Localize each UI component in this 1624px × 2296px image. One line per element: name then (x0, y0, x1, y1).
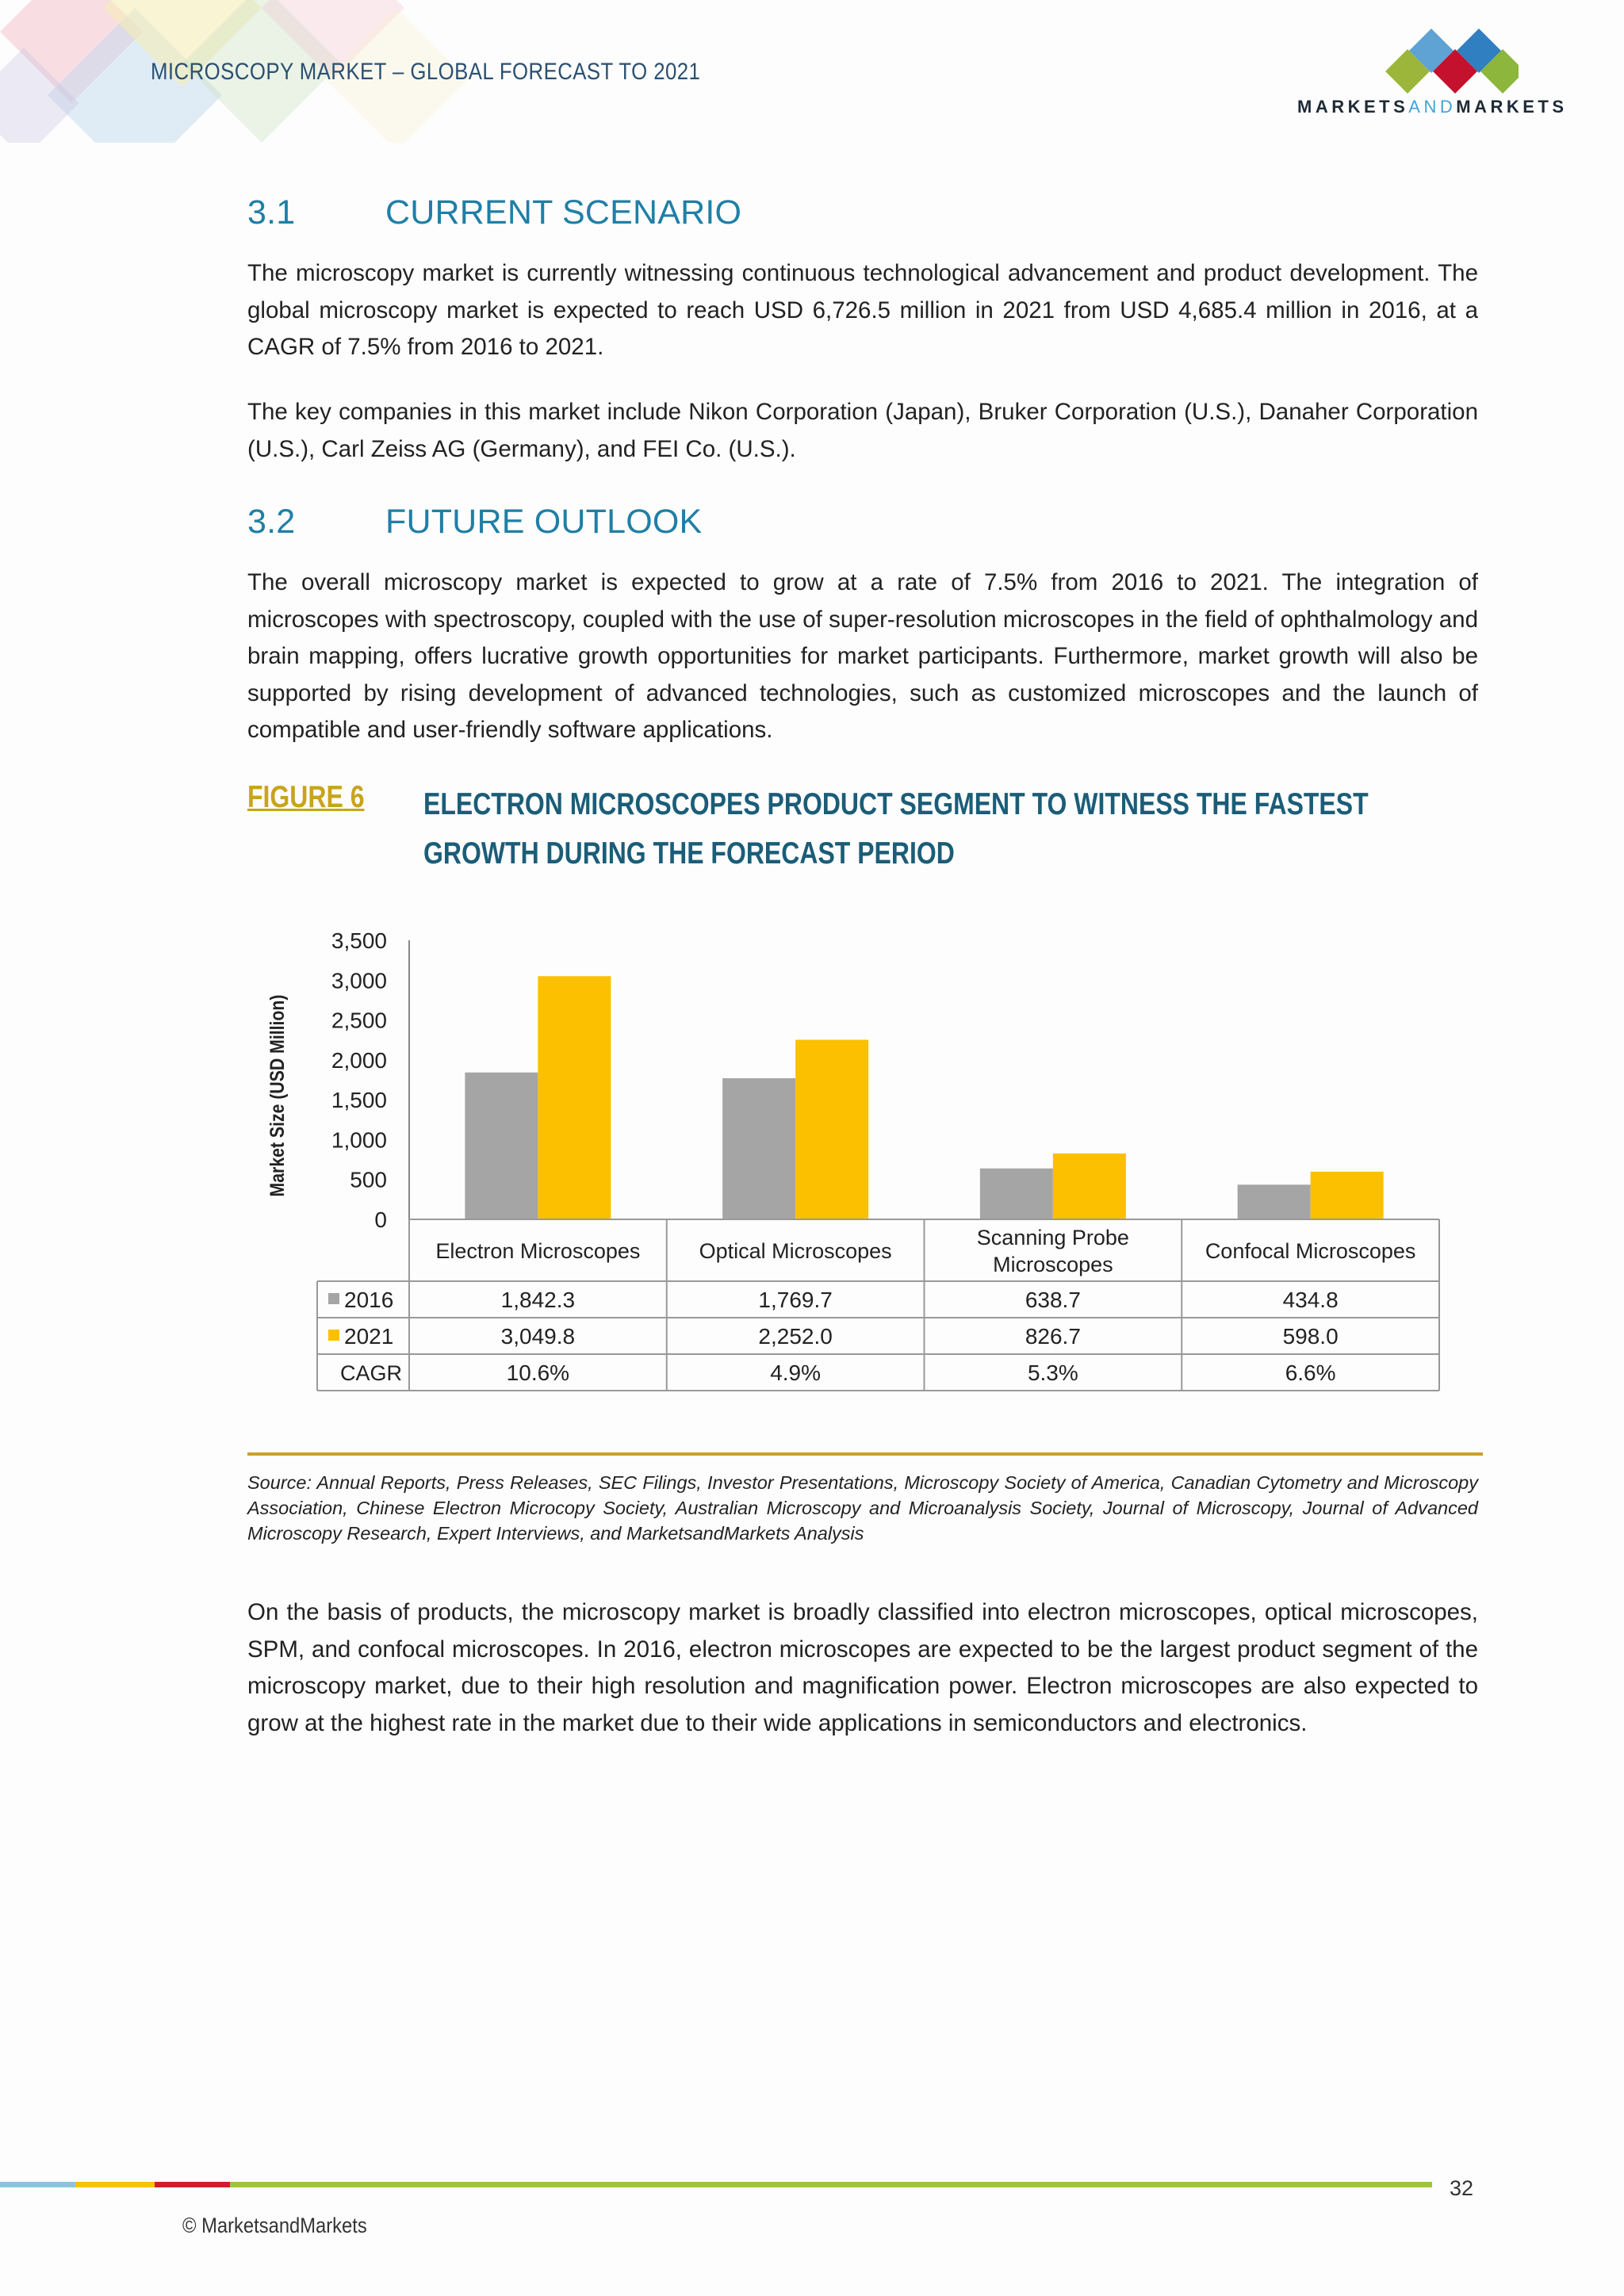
y-axis-title: Market Size (USD Million) (266, 994, 289, 1197)
legend-key-2021 (328, 1330, 339, 1341)
data-label: 1,842.3 (500, 1288, 576, 1312)
bar-2021-2 (1053, 1154, 1126, 1219)
data-label: 4.9% (770, 1360, 822, 1385)
source-divider (247, 1452, 1483, 1456)
section-heading-future-outlook: 3.2 FUTURE OUTLOOK (247, 503, 703, 541)
x-category-label: Electron Microscopes (435, 1239, 641, 1263)
bar-2021-3 (1311, 1172, 1384, 1219)
data-label: 1,769.7 (758, 1288, 833, 1312)
x-category-label: Optical Microscopes (699, 1239, 892, 1263)
table-row-label: CAGR (339, 1361, 403, 1385)
bar-2016-1 (722, 1078, 795, 1219)
bar-2016-3 (1238, 1184, 1311, 1219)
bar-2021-0 (538, 976, 611, 1219)
page-number: 32 (1450, 2176, 1474, 2200)
bar-2021-1 (795, 1040, 868, 1219)
paragraph: On the basis of products, the microscopy market is broadly classified into electron microscopes, optical microscopes, SPM, and confocal microscopes. In 2016, electron microscopes are expected to be the largest product segment of the microscopy market, due to their high resolution and magnification power. Electron microscopes are also expected to grow at the highest rate in the market due to their wide applications in semiconductors and electronics. (247, 1599, 1478, 1736)
legend-label: 2021 (344, 1324, 394, 1349)
figure-label[interactable]: FIGURE 6 (247, 780, 365, 814)
footer-color-bar (0, 2182, 1432, 2187)
bar-2016-2 (980, 1169, 1053, 1219)
y-tick-label: 1,000 (331, 1127, 387, 1153)
paragraph: The microscopy market is currently witnessing continuous technological advancement and product development. The global microscopy market is expected to reach USD 6,726.5 million in 2021 from USD 4,685.4 million in 2016, at a CAGR of 7.5% from 2016 to 2021. (247, 260, 1478, 360)
copyright: © MarketsandMarkets (182, 2214, 367, 2237)
x-category-label: Scanning Probe (976, 1226, 1129, 1249)
source-note: Source: Annual Reports, Press Releases, SEC Filings, Investor Presentations, Microscopy Society of America, Canadian Cytometry and Microscopy Association, Chinese Electron Microcopy Society, Australian Microscopy and Microanalysis Society, Journal of Microscopy, Journal of Advanced Microscopy Research, Expert Interviews, and MarketsandMarkets Analysis (247, 1472, 1478, 1544)
y-tick-label: 1,500 (331, 1088, 387, 1113)
paragraph: The overall microscopy market is expected to grow at a rate of 7.5% from 2016 to 2021. The integration of microscopes with spectroscopy, coupled with the use of super-resolution microscopes in the field of ophthalmology and brain mapping, offers lucrative growth opportunities for market participants. Furthermore, market growth will also be supported by rising development of advanced technologies, such as customized microscopes and the launch of compatible and user-friendly software applications. (247, 569, 1478, 743)
y-tick-label: 3,500 (331, 928, 387, 953)
data-label: 5.3% (1027, 1360, 1078, 1385)
data-label: 10.6% (506, 1360, 570, 1385)
y-tick-label: 2,500 (331, 1008, 387, 1033)
y-tick-label: 500 (350, 1167, 387, 1192)
legend-label: 2016 (344, 1288, 394, 1312)
data-label: 598.0 (1282, 1324, 1339, 1349)
marketsandmarkets-logo-icon (1360, 14, 1519, 94)
x-category-label: Confocal Microscopes (1205, 1239, 1416, 1263)
paragraph: The key companies in this market include Nikon Corporation (Japan), Bruker Corporation (U.S.), Danaher Corporation (U.S.), Carl Zeiss AG (Germany), and FEI Co. (U.S.). (247, 399, 1478, 462)
legend-key-2016 (328, 1293, 339, 1304)
data-label: 3,049.8 (500, 1324, 576, 1349)
data-label: 6.6% (1285, 1360, 1336, 1385)
bar-2016-0 (465, 1073, 538, 1219)
report-title: MICROSCOPY MARKET – GLOBAL FORECAST TO 2021 (151, 59, 701, 85)
data-label: 638.7 (1025, 1288, 1081, 1312)
y-tick-label: 0 (374, 1207, 387, 1232)
x-category-label: Microscopes (993, 1253, 1113, 1276)
section-heading-current-scenario: 3.1 CURRENT SCENARIO (247, 193, 742, 232)
figure-title: ELECTRON MICROSCOPES PRODUCT SEGMENT TO WITNESS THE FASTEST GROWTH DURING THE FORECAST PERIOD (423, 787, 1369, 871)
y-tick-label: 2,000 (331, 1047, 387, 1073)
y-tick-label: 3,000 (331, 968, 387, 993)
data-label: 826.7 (1025, 1324, 1081, 1349)
logo-wordmark: MARKETSANDMARKETS (1297, 97, 1568, 117)
data-label: 2,252.0 (758, 1324, 833, 1349)
bar-chart (238, 912, 1467, 1411)
data-label: 434.8 (1282, 1288, 1339, 1312)
